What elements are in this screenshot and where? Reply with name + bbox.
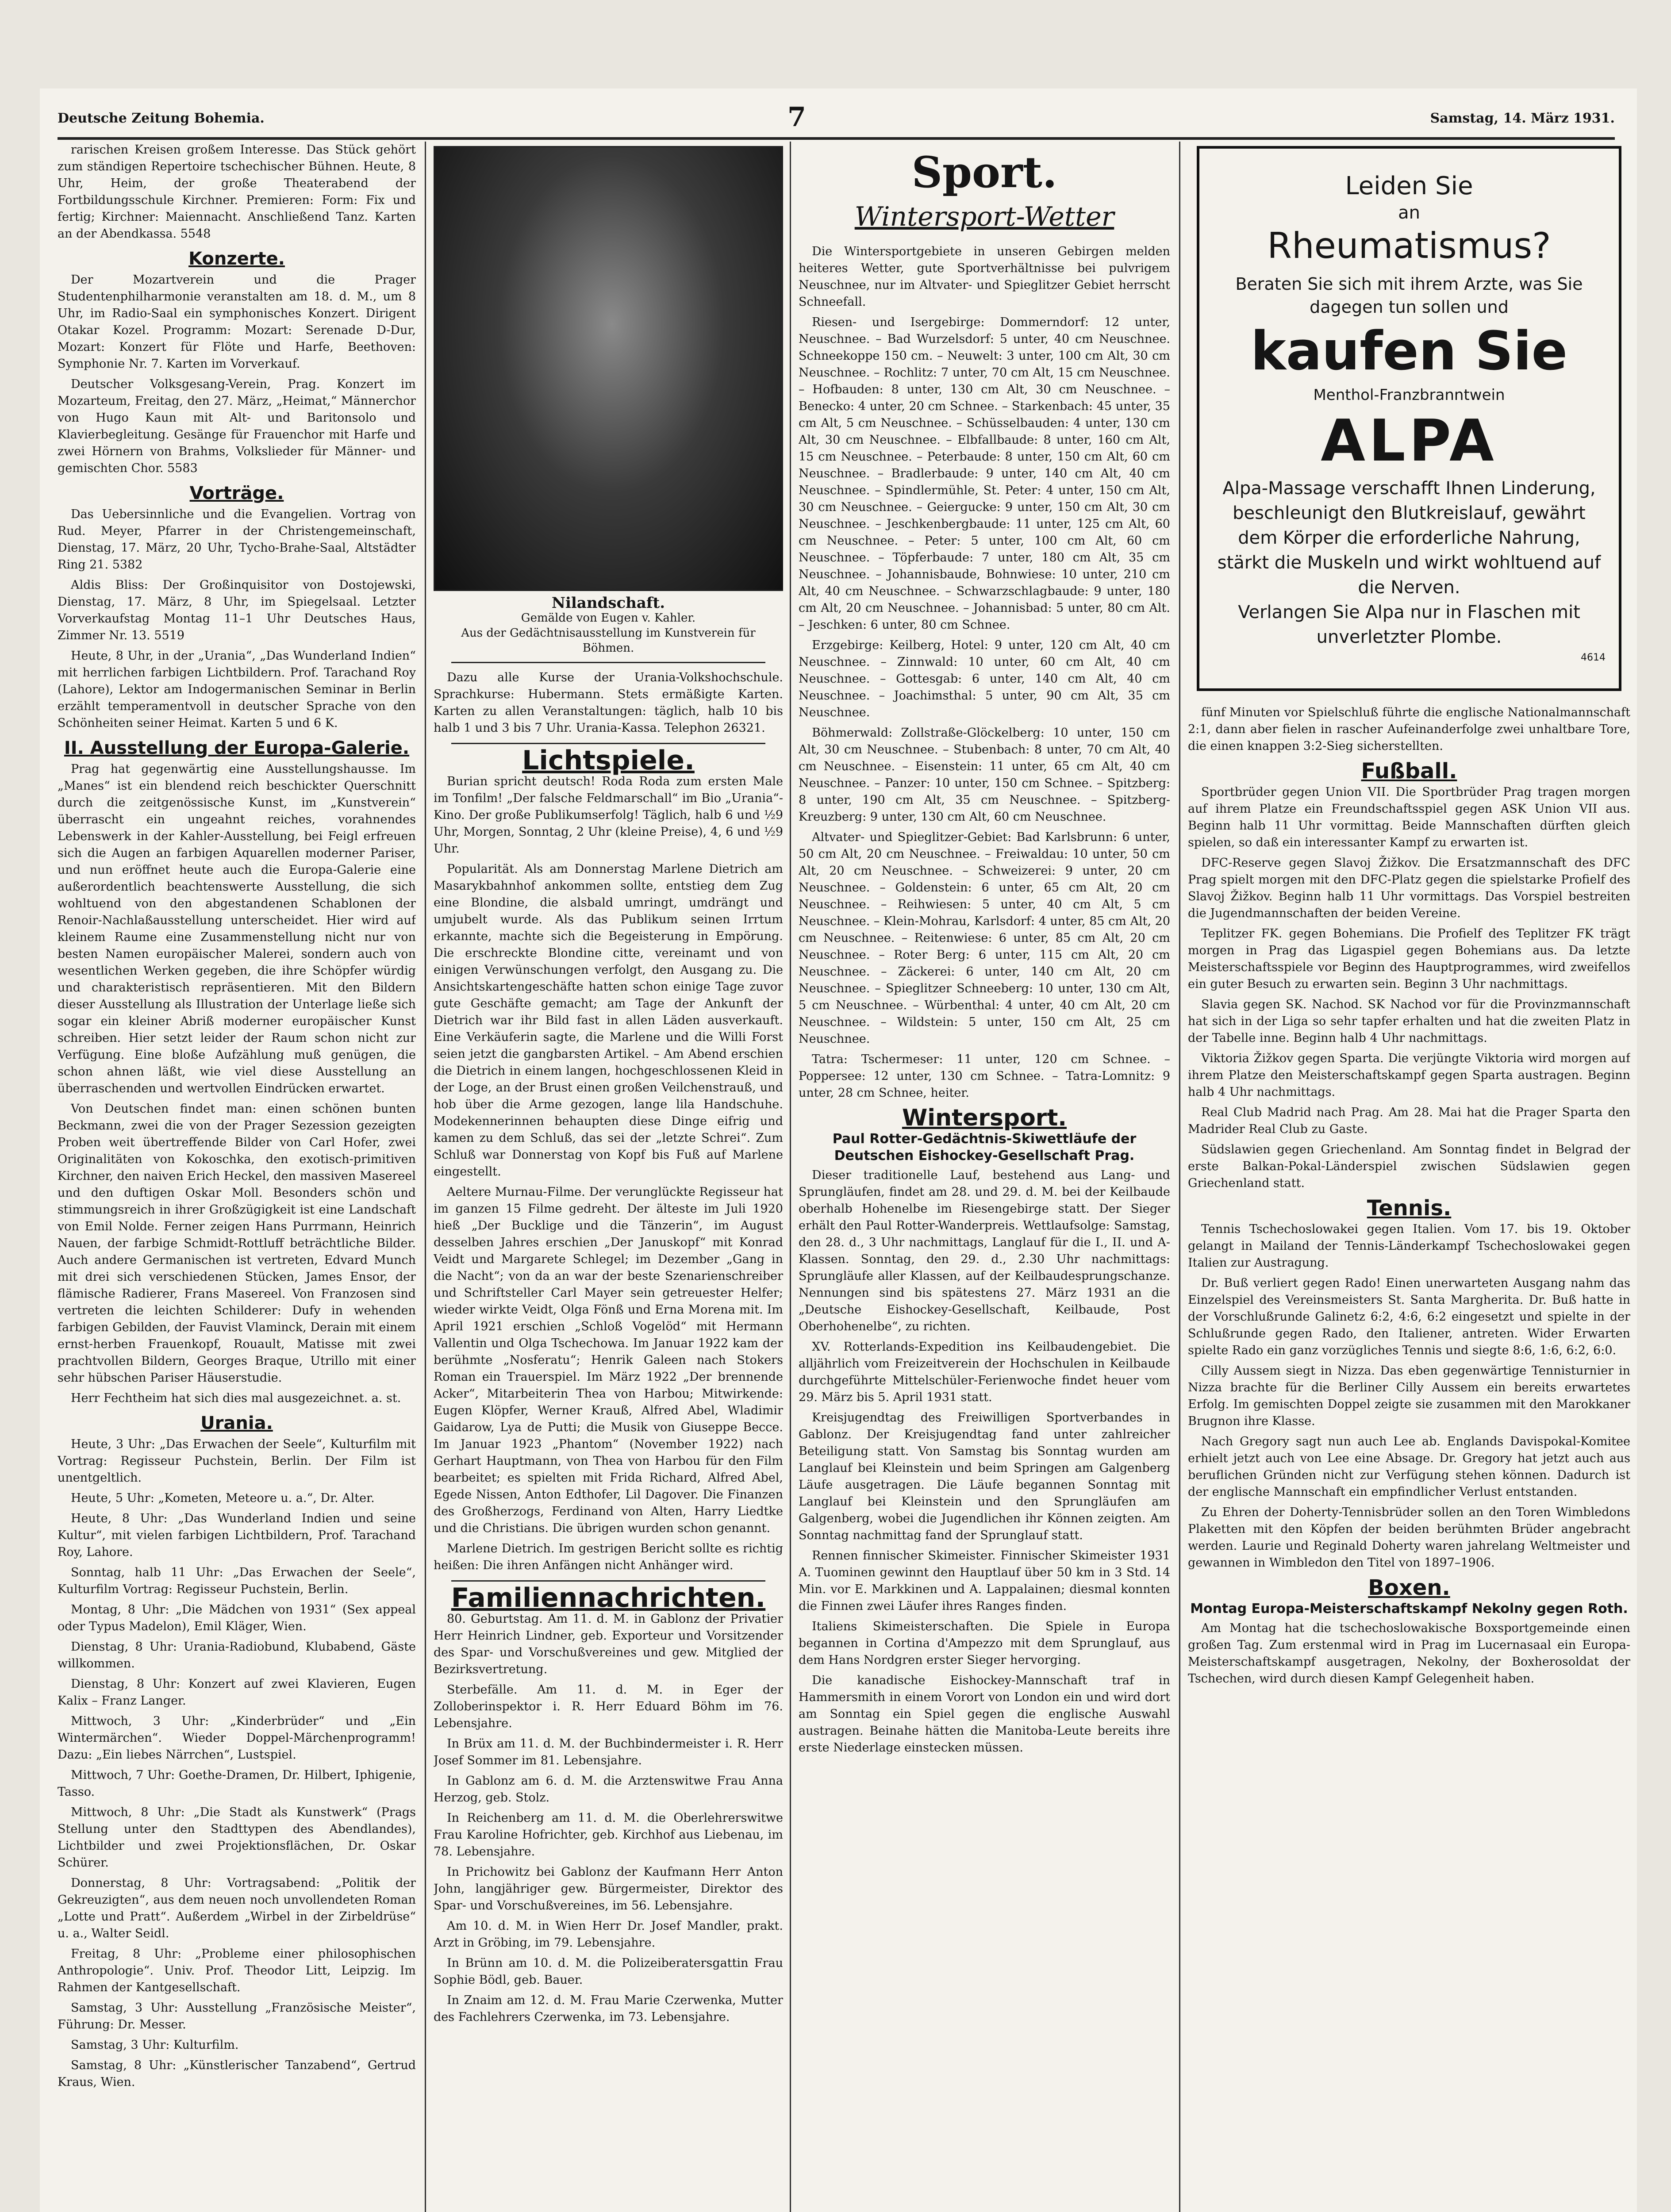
- ad-line: Rheumatismus?: [1267, 225, 1551, 266]
- section-heading-vortraege: Vorträge.: [189, 483, 284, 503]
- divider: [451, 1580, 765, 1582]
- familien-item: Am 10. d. M. in Wien Herr Dr. Josef Mandler, prakt. Arzt in Gröbing, im 79. Lebensjahre.: [434, 1919, 783, 1950]
- tennis-item: Nach Gregory sagt nun auch Lee ab. Englands Davispokal-Komitee erhielt jetzt auch von Lee eine Absage. Dr. Gregory hat jetzt auch aus beruflichen Gründen nicht zur Verfügung stehen können. Dadurch ist der englische Mannschaft ein empfindlicher Verlust entstanden.: [1188, 1435, 1630, 1499]
- familien-item: In Znaim am 12. d. M. Frau Marie Czerwenka, Mutter des Fachlehrers Czerwenka, im 73. Lebensjahre.: [434, 1993, 783, 2024]
- painting-photo: [434, 146, 783, 591]
- wintersport-paragraph: XV. Rotterlands-Expedition ins Keilbaudengebiet. Die alljährlich vom Freizeitverein der Hochschulen in Keilbaude durchgeführte Mittelschüler-Ferienwoche findet heuer vom 29. März bis 5. April 1931 statt.: [799, 1340, 1170, 1404]
- section-heading-ausstellung: II. Ausstellung der Europa-Galerie.: [64, 738, 410, 758]
- column-divider: [1179, 142, 1180, 2212]
- familien-item: In Reichenberg am 11. d. M. die Oberlehrerswitwe Frau Karoline Hofrichter, geb. Kirchhof aus Liebenau, im 78. Lebensjahre.: [434, 1811, 783, 1859]
- wintersport-paragraph: Die kanadische Eishockey-Mannschaft traf in Hammersmith in einem Vorort von London ein und wird dort am Sonntag ein Spiel gegen die englische Auswahl austragen. Beinahe hätten die Manitoba-Leute bereits ihre erste Niederlage einstecken müssen.: [799, 1674, 1170, 1755]
- familien-item: Sterbefälle. Am 11. d. M. in Eger der Zolloberinspektor i. R. Herr Eduard Böhm im 76. Lebensjahre.: [434, 1683, 783, 1730]
- wetter-paragraph: Altvater- und Spieglitzer-Gebiet: Bad Karlsbrunn: 6 unter, 50 cm Alt, 20 cm Neuschnee. – Freiwaldau: 10 unter, 50 cm Alt, 20 cm Neuschnee. – Schweizerei: 9 unter, 20 cm Neuschnee. – Goldenstein: 6 unter, 65 cm Alt, 20 cm Neuschnee. – Reihwiesen: 5 unter, 40 cm Alt, 5 cm Neuschnee. – Klein-Mohrau, Karlsdorf: 4 unter, 85 cm Alt, 20 cm Neuschnee. – Reitenwiese: 6 unter, 85 cm Alt, 20 cm Neuschnee. – Roter Berg: 6 unter, 115 cm Alt, 20 cm Neuschnee. – Zäckerei: 6 unter, 140 cm Alt, 20 cm Neuschnee. – Spieglitzer Schneeberg: 10 unter, 130 cm Alt, 5 cm Neuschnee. – Würbenthal: 4 unter, 40 cm Alt, 20 cm Neuschnee. – Wildstein: 5 unter, 150 cm Alt, 25 cm Neuschnee.: [799, 830, 1170, 1046]
- urania-item: Mittwoch, 3 Uhr: „Kinderbrüder“ und „Ein Wintermärchen“. Wieder Doppel-Märchenprogramm! Dazu: „Ein liebes Närrchen“, Lustspiel.: [58, 1714, 416, 1762]
- section-heading-konzerte: Konzerte.: [188, 249, 285, 269]
- tennis-item: Cilly Aussem siegt in Nizza. Das eben gegenwärtige Tennisturnier in Nizza brachte für die Berliner Cilly Aussem ein bereits erwartetes Erfolg. Im gemischten Doppel zeigte sie zusammen mit den Marokkaner Brugnon ihre Klasse.: [1188, 1364, 1630, 1428]
- column-2: [434, 142, 783, 2212]
- ad-line: an: [1398, 203, 1420, 223]
- urania-item: Dienstag, 8 Uhr: Konzert auf zwei Klavieren, Eugen Kalix – Franz Langer.: [58, 1677, 416, 1708]
- article-intro: rarischen Kreisen großem Interesse. Das Stück gehört zum ständigen Repertoire tschechischer Bühnen. Heute, 8 Uhr, Heim, der große Theaterabend der Fortbildungsschule Kirchner. Premieren: Form: Fix und fertig; Kirchner: Maiennacht. Anschließend Tanz. Karten an der Abendkassa. 5548: [58, 143, 416, 241]
- wintersport-paragraph: Italiens Skimeisterschaften. Die Spiele in Europa begannen in Cortina d'Ampezzo mit dem Sprunglauf, aus dem Hans Nordgren erster Sieger hervorging.: [799, 1620, 1170, 1667]
- fussball-item: Teplitzer FK. gegen Bohemians. Die Profielf des Teplitzer FK trägt morgen in Prag das Ligaspiel gegen Bohemians aus. Da letzte Meisterschaftsspiele vor Beginn des Hauptprogrammes, wird zweifellos ein guter Besuch zu erwarten sein. Beginn 3 Uhr nachmittags.: [1188, 927, 1630, 991]
- fussball-item: DFC-Reserve gegen Slavoj Žižkov. Die Ersatzmannschaft des DFC Prag spielt morgen mit den DFC-Platz gegen die spielstarke Profielf des Slavoj Žižkov. Beginn halb 11 Uhr vormittags. Das Vorspiel bestreiten die Jugendmannschaften der beiden Vereine.: [1188, 856, 1630, 920]
- wintersport-wetter-title: Wintersport-Wetter: [854, 201, 1114, 232]
- urania-item: Heute, 5 Uhr: „Kometen, Meteore u. a.“, Dr. Alter.: [71, 1491, 375, 1505]
- urania-note: Dazu alle Kurse der Urania-Volkshochschule. Sprachkurse: Hubermann. Stets ermäßigte Karten. Karten zu allen Veranstaltungen: täglich, halb 10 bis halb 1 und 3 bis 7 Uhr. Urania-Kassa. Telephon 26321.: [434, 671, 783, 735]
- urania-item: Mittwoch, 7 Uhr: Goethe-Dramen, Dr. Hilbert, Iphigenie, Tasso.: [58, 1768, 416, 1799]
- wetter-paragraph: Tatra: Tschermeser: 11 unter, 120 cm Schnee. – Poppersee: 12 unter, 130 cm Schnee. – Tatra-Lomnitz: 9 unter, 28 cm Schnee, heiter.: [799, 1052, 1170, 1100]
- ad-body: Alpa-Massage verschafft Ihnen Linderung, beschleunigt den Blutkreislauf, gewährt dem Körper die erforderliche Nahrung, stärkt die Muskeln und wirkt wohltuend auf die Nerven.: [1217, 478, 1601, 598]
- familien-item: In Gablonz am 6. d. M. die Arztenswitwe Frau Anna Herzog, geb. Stolz.: [434, 1774, 783, 1805]
- boxen-subheading: Montag Europa-Meisterschaftskampf Nekolny gegen Roth.: [1190, 1601, 1628, 1617]
- divider: [451, 662, 765, 663]
- section-heading-lichtspiele: Lichtspiele.: [522, 745, 695, 776]
- fussball-item: Sportbrüder gegen Union VII. Die Sportbrüder Prag tragen morgen auf ihrem Platze ein Freundschaftsspiel gegen ASK Union VII aus. Beginn halb 11 Uhr vormittag. Beide Mannschaften dürften gleich spielen, so daß ein interessanter Kampf zu erwarten ist.: [1188, 785, 1630, 849]
- ausstellung-signature: Herr Fechtheim hat sich dies mal ausgezeichnet. a. st.: [71, 1391, 401, 1405]
- lichtspiele-item: Marlene Dietrich. Im gestrigen Bericht sollte es richtig heißen: Die ihren Anfängen nicht Anhänger wird.: [434, 1542, 783, 1572]
- section-heading-familien: Familiennachrichten.: [451, 1582, 766, 1613]
- section-heading-fussball: Fußball.: [1361, 759, 1457, 783]
- urania-item: Heute, 3 Uhr: „Das Erwachen der Seele“, Kulturfilm mit Vortrag: Regisseur Puchstein, Berlin. Der Film ist unentgeltlich.: [58, 1437, 416, 1485]
- photo-caption-line: Gemälde von Eugen v. Kahler.: [521, 611, 696, 625]
- urania-item: Freitag, 8 Uhr: „Probleme einer philosophischen Anthropologie“. Univ. Prof. Theodor Litt, Leipzig. Im Rahmen der Kantgesellschaft.: [58, 1947, 416, 1994]
- header-page-number: 7: [787, 102, 806, 133]
- fussball-item: Slavia gegen SK. Nachod. SK Nachod vor für die Provinzmannschaft hat sich in der Liga so sehr tapfer erhalten und hat die zweiten Platz in der Tabelle inne. Beginn halb 4 Uhr nachmittags.: [1188, 998, 1630, 1045]
- urania-item: Samstag, 8 Uhr: „Künstlerischer Tanzabend“, Gertrud Kraus, Wien.: [58, 2058, 416, 2089]
- column-divider: [425, 142, 426, 2212]
- konzerte-item: Deutscher Volksgesang-Verein, Prag. Konzert im Mozarteum, Freitag, den 27. März, „Heimat,“ Männerchor von Hugo Kaun mit Alt- und Baritonsolo und Klavierbegleitung. Gesänge für Frauenchor mit Harfe und zwei Hörnern von Brahms, Volkslieder für Männer- und gemischten Chor. 5583: [58, 377, 416, 475]
- urania-item: Samstag, 3 Uhr: Kulturfilm.: [71, 2038, 239, 2052]
- urania-item: Montag, 8 Uhr: „Die Mädchen von 1931“ (Sex appeal oder Typus Madelon), Emil Kläger, Wien.: [58, 1603, 416, 1633]
- familien-item: In Prichowitz bei Gablonz der Kaufmann Herr Anton John, langjähriger gew. Bürgermeister, Direktor des Spar- und Vorschußvereines, im 56. Lebensjahre.: [434, 1865, 783, 1912]
- section-heading-boxen: Boxen.: [1368, 1575, 1450, 1600]
- ausstellung-paragraph: Von Deutschen findet man: einen schönen bunten Beckmann, zwei die von der Prager Sezession gezeigten Proben weit übertreffende Bilder von Carl Hofer, zwei Originalitäten von Kokoschka, den exotisch-primitiven Kirchner, den naiven Erich Heckel, den massiven Masereel und den duftigen Oskar Moll. Besonders schön und stimmungsreich in ihrer Großzügigkeit ist eine Landschaft von Emil Nolde. Ferner zeigen Hans Purrmann, Heinrich Nauen, der farbige Schmidt-Rottluff beträchtliche Bilder. Auch andere Germanischen ist vertreten, Edvard Munch mit drei sich verschiedenen Stücken, James Ensor, der flämische Radierer, Frans Masereel. Von Franzosen sind vertreten die leichten Schilderer: Dufy in wehenden farbigen Gebilden, der Fauvist Vlaminck, Derain mit einem ernst-herben Frauenkopf, Rouault, Matisse mit zwei prachtvollen Bildern, Georges Braque, Utrillo mit einer sehr hübschen Pariser Häuserstudie.: [58, 1102, 416, 1385]
- vortraege-item: Heute, 8 Uhr, in der „Urania“, „Das Wunderland Indien“ mit herrlichen farbigen Lichtbildern. Prof. Tarachand Roy (Lahore), Lektor am Indogermanischen Seminar in Berlin erzählt temperamentvoll in deutscher Sprache von den Schönheiten seiner Heimat. Karten 5 und 6 K.: [58, 649, 416, 730]
- familien-item: In Brünn am 10. d. M. die Polizeiberatersgattin Frau Sophie Bödl, geb. Bauer.: [434, 1956, 783, 1987]
- tennis-item: Dr. Buß verliert gegen Rado! Einen unerwarteten Ausgang nahm das Einzelspiel des Vereinsmeisters St. Santa Margherita. Dr. Buß hatte in der Vorschlußrunde Galinetz 6:2, 4:6, 6:2 eingesetzt und spielte in der Schlußrunde gegen Rado, den Italiener, antreten. Wider Erwarten spielte Rado ein ganz vorzügliches Tennis und siegte 8:6, 1:6, 6:2, 6:0.: [1188, 1276, 1630, 1357]
- wintersport-paragraph: Kreisjugendtag des Freiwilligen Sportverbandes in Gablonz. Der Kreisjugendtag fand unter zahlreicher Beteiligung statt. Von Samstag bis Sonntag wurden am Langlauf bei Kleinstein und beim Springen am Galgenberg Läufe ausgetragen. Die Läufe begannen Sonntag mit Langlauf bei Kleinstein und den Sprungläufen am Galgenberg, wobei die Jugendlichen ihr Können zeigten. Am Sonntag nachmittag fand der Sprunglauf statt.: [799, 1411, 1170, 1542]
- wetter-paragraph: Die Wintersportgebiete in unseren Gebirgen melden heiteres Wetter, gute Sportverhältnisse bei pulvrigem Neuschnee, nur im Altvater- und Spieglitzer Gebiet herrscht Schneefall.: [799, 245, 1170, 309]
- column-divider: [790, 142, 791, 2212]
- familien-item: 80. Geburtstag. Am 11. d. M. in Gablonz der Privatier Herr Heinrich Lindner, geb. Exporteur und Vorsitzender des Spar- und Vorschußvereines und gew. Mitglied der Bezirksvertretung.: [434, 1612, 783, 1676]
- wetter-paragraph: Erzgebirge: Keilberg, Hotel: 9 unter, 120 cm Alt, 40 cm Neuschnee. – Zinnwald: 10 unter, 60 cm Alt, 40 cm Neuschnee. – Gottesgab: 6 unter, 140 cm Alt, 40 cm Neuschnee. – Joachimsthal: 5 unter, 90 cm Alt, 35 cm Neuschnee.: [799, 638, 1170, 719]
- wetter-paragraph: Böhmerwald: Zollstraße-Glöckelberg: 10 unter, 150 cm Alt, 30 cm Neuschnee. – Stubenbach: 8 unter, 70 cm Alt, 40 cm Neuschnee. – Eisenstein: 11 unter, 65 cm Alt, 40 cm Neuschnee. – Panzer: 10 unter, 150 cm Schnee. – Spitzberg: 8 unter, 190 cm Alt, 35 cm Neuschnee. – Spitzberg-Kreuzberg: 9 unter, 130 cm Alt, 60 cm Neuschnee.: [799, 726, 1170, 824]
- urania-item: Mittwoch, 8 Uhr: „Die Stadt als Kunstwerk“ (Prags Stellung unter den Stadttypen des Abendlandes), Lichtbilder und zwei Projektionsflächen, Dr. Oskar Schürer.: [58, 1805, 416, 1870]
- tennis-item: Zu Ehren der Doherty-Tennisbrüder sollen an den Toren Wimbledons Plaketten mit den Köpfen der beiden berühmten Brüder angebracht werden. Laurie und Reginald Doherty waren jahrelang Weltmeister und gewannen in Wimbledon den Titel von 1897–1906.: [1188, 1505, 1630, 1570]
- ausstellung-paragraph: Prag hat gegenwärtig eine Ausstellungshausse. Im „Manes“ ist ein blendend reich beschickter Querschnitt durch die zeitgenössische Kunst, im „Kunstverein“ überrascht ein ungeahnt reiches, vorahnendes Lebenswerk in der Kahler-Ausstellung, bei Feigl erfreuen sich die Augen an farbigen Aquarellen moderner Pariser, und nun eröffnet heute auch die Europa-Galerie eine außerordentlich beachtenswerte Ausstellung, die sich wohltuend von den abgestandenen Schablonen der Renoir-Nachlaßausstellung unterscheidet. Hier wird auf kleinem Raume eine Zusammenstellung nicht nur von besten Namen europäischer Malerei, sondern auch von wesentlichen Werken gegeben, die ihre Schöpfer würdig und charakteristisch repräsentieren. Mit den Bildern dieser Ausstellung als Illustration der Unterlage ließe sich sogar ein kleiner Abriß moderner europäischer Kunst schreiben. Hier setzt leider der Raum schon nicht zur Verfügung. Eine bloße Aufzählung muß genügen, die schon ahnen läßt, wie viel diese Ausstellung an überraschenden und wertvollen Eindrücken erwartet.: [58, 762, 416, 1095]
- tennis-item: Tennis Tschechoslowakei gegen Italien. Vom 17. bis 19. Oktober gelangt in Mailand der Tennis-Länderkampf Tschechoslowakei gegen Italien zur Austragung.: [1188, 1222, 1630, 1270]
- lichtspiele-item: Aeltere Murnau-Filme. Der verunglückte Regisseur hat im ganzen 15 Filme gedreht. Der älteste im Juli 1920 hieß „Der Bucklige und die Tänzerin“, im August desselben Jahres erschien „Der Januskopf“ mit Konrad Veidt und Margarete Schlegel; im Dezember „Gang in die Nacht“; von da an war der beste Szenarienschreiber und Schriftsteller Carl Mayer sein getreuester Helfer; wieder wirkte Veidt, Olga Fönß und Erna Morena mit. Im April 1921 erschien „Schloß Vogelöd“ mit Hermann Vallentin und Olga Tschechowa. Im Januar 1922 kam der berühmte „Nosferatu“; Henrik Galeen nach Stokers Roman ein Trauerspiel. Im März 1922 „Der brennende Acker“, Mitarbeiterin Thea von Harbou; Mitwirkende: Eugen Klöpfer, Werner Krauß, Alfred Abel, Wladimir Gaidarow, Lya de Putti; die Musik von Giuseppe Becce. Im Januar 1923 „Phantom“ (November 1922) nach Gerhart Hauptmann, von Thea von Harbou für den Film bearbeitet; es spielten mit Frida Richard, Alfred Abel, Egede Nissen, Anton Edthofer, Lil Dagover. Die Finanzen des Großherzogs, Ferdinand von Alten, Harry Liedtke und die Christians. Die übrigen wurden schon genannt.: [434, 1185, 783, 1535]
- ad-headline: kaufen Sie: [1251, 321, 1567, 382]
- wetter-paragraph: Riesen- und Isergebirge: Dommerndorf: 12 unter, Neuschnee. – Bad Wurzelsdorf: 5 unter, 40 cm Neuschnee. Schneekoppe 150 cm. – Neuwelt: 3 unter, 100 cm Alt, 30 cm Neuschnee. – Rochlitz: 7 unter, 70 cm Alt, 15 cm Neuschnee. – Hofbauden: 8 unter, 130 cm Alt, 30 cm Neuschnee. – Benecko: 4 unter, 20 cm Schnee. – Starkenbach: 45 unter, 35 cm Alt, 5 cm Neuschnee. – Schüsselbauden: 4 unter, 130 cm Alt, 30 cm Neuschnee. – Elbfallbaude: 8 unter, 160 cm Alt, 15 cm Neuschnee. – Peterbaude: 8 unter, 150 cm Alt, 60 cm Neuschnee. – Bradlerbaude: 9 unter, 140 cm Alt, 40 cm Neuschnee. – Spindlermühle, St. Peter: 4 unter, 150 cm Alt, 30 cm Neuschnee. – Geiergucke: 9 unter, 150 cm Alt, 30 cm Neuschnee. – Jeschkenbergbaude: 11 unter, 125 cm Alt, 60 cm Neuschnee. – Peter: 5 unter, 100 cm Alt, 60 cm Neuschnee. – Töpferbaude: 7 unter, 180 cm Alt, 35 cm Neuschnee. – Johannisbaude, Bohnwiese: 10 unter, 210 cm Alt, 40 cm Neuschnee. – Schwarzschlagbaude: 9 unter, 180 cm Alt, 20 cm Neuschnee. – Johannisbad: 5 unter, 80 cm Alt. – Jeschken: 6 unter, 80 cm Schnee.: [799, 315, 1170, 632]
- alpa-advertisement: [1197, 146, 1621, 691]
- ad-brand: ALPA: [1321, 407, 1498, 474]
- lichtspiele-item: Burian spricht deutsch! Roda Roda zum ersten Male im Tonfilm! „Der falsche Feldmarschall“ im Bio „Urania“-Kino. Der große Publikumserfolg! Täglich, halb 6 und ½9 Uhr, Morgen, Sonntag, 2 Uhr (kleine Preise), 4, 6 und ½9 Uhr.: [434, 775, 783, 856]
- section-heading-wintersport: Wintersport.: [902, 1105, 1067, 1131]
- divider: [451, 743, 765, 744]
- wintersport-paragraph: Dieser traditionelle Lauf, bestehend aus Lang- und Sprungläufen, findet am 28. und 29. d. M. bei der Keilbaude oberhalb Hohenelbe im Riesengebirge statt. Der Sieger erhält den Paul Rotter-Wanderpreis. Wettlaufsolge: Samstag, den 28. d., 3 Uhr nachmittags, Langlauf für die I., II. und A-Klassen. Sonntag, den 29. d., 2.30 Uhr nachmittags: Sprungläufe aller Klassen, auf der Keilbaudesprungschanze. Nennungen sind bis spätestens 27. März 1931 an die „Deutsche Eishockey-Gesellschaft, Keilbaude, Post Oberhohenelbe“, zu richten.: [799, 1168, 1170, 1333]
- fussball-item: Real Club Madrid nach Prag. Am 28. Mai hat die Prager Sparta den Madrider Real Club zu Gaste.: [1188, 1106, 1630, 1136]
- page-header: [58, 97, 1615, 140]
- ad-line: Leiden Sie: [1345, 172, 1473, 200]
- urania-item: Donnerstag, 8 Uhr: Vortragsabend: „Politik der Gekreuzigten“, aus dem neuen noch unvollendeten Roman „Lotte und Pratt“. Außerdem „Wirbel in der Zirbeldrüse“ u. a., Walter Seidl.: [58, 1876, 416, 1940]
- urania-item: Samstag, 3 Uhr: Ausstellung „Französische Meister“, Führung: Dr. Messer.: [58, 2001, 416, 2032]
- header-masthead: Deutsche Zeitung Bohemia.: [58, 111, 265, 126]
- fussball-item: Südslawien gegen Griechenland. Am Sonntag findet in Belgrad der erste Balkan-Pokal-Länderspiel zwischen Südslawien gegen Griechenland statt.: [1188, 1143, 1630, 1190]
- konzerte-item: Der Mozartverein und die Prager Studentenphilharmonie veranstalten am 18. d. M., um 8 Uhr, im Radio-Saal ein symphonisches Konzert. Dirigent Otakar Kozel. Programm: Mozart: Serenade D-Dur, Mozart: Konzert für Flöte und Harfe, Beethoven: Symphonie Nr. 7. Karten im Vorverkauf.: [58, 273, 416, 371]
- column-1: [58, 142, 416, 2212]
- photo-caption-line: Aus der Gedächtnisausstellung im Kunstverein für Böhmen.: [461, 626, 756, 655]
- ad-body: Verlangen Sie Alpa nur in Flaschen mit unverletzter Plombe.: [1238, 602, 1580, 647]
- lichtspiele-item: Popularität. Als am Donnerstag Marlene Dietrich am Masarykbahnhof ankommen sollte, entstieg dem Zug eine Blondine, die alsbald umringt, umdrängt und umjubelt wurde. Als das Publikum seinen Irrtum erkannte, machte sich die Begeisterung in Empörung. Die erschreckte Blondine citte, vereinamt und von einigen Verwünschungen verfolgt, den Ausgang zu. Die Ansichtskartengeschäfte hatten schon einige Tage zuvor gute Geschäfte gemacht; am Tage der Ankunft der Dietrich war ihr Bild fast in allen Läden ausverkauft. Eine Verkäuferin sagte, die Marlene und die Willi Forst seien jetzt die gangbarsten Artikel. – Am Abend erschien die Dietrich in einem langen, hochgeschlossenen Kleid in der Loge, an der Brust einen großen Veilchenstrauß, und hob über die Arme gezogen, lange lila Handschuhe. Modekennerinnen behaupten diese Dinge eifrig und kamen zu dem Schluß, das sei der „letzte Schrei“. Zum Schluß war Donnerstag von Kopf bis Fuß auf Marlene eingestellt.: [434, 862, 783, 1179]
- column-3: [799, 142, 1170, 2212]
- ad-line: Menthol-Franzbranntwein: [1313, 386, 1505, 404]
- vortraege-item: Das Uebersinnliche und die Evangelien. Vortrag von Rud. Meyer, Pfarrer in der Christengemeinschaft, Dienstag, 17. März, 20 Uhr, Tycho-Brahe-Saal, Altstädter Ring 21. 5382: [58, 507, 416, 572]
- vortraege-item: Aldis Bliss: Der Großinquisitor von Dostojewski, Dienstag, 17. März, 8 Uhr, im Spiegelsaal. Letzter Vorverkaufstag Montag 11–1 Uhr Deutsches Haus, Zimmer Nr. 13. 5519: [58, 578, 416, 642]
- boxen-paragraph: Am Montag hat die tschechoslowakische Boxsportgemeinde einen großen Tag. Zum erstenmal wird in Prag im Lucernasaal ein Europa-Meisterschaftskampf ausgetragen, Nekolny, der Boxherosoldat der Tschechen, wird durch diesen Kampf Gelegenheit haben.: [1188, 1621, 1630, 1686]
- urania-item: Sonntag, halb 11 Uhr: „Das Erwachen der Seele“, Kulturfilm Vortrag: Regisseur Puchstein, Berlin.: [58, 1566, 416, 1596]
- wintersport-subheading: Paul Rotter-Gedächtnis-Skiwettläufe der Deutschen Eishockey-Gesellschaft Prag.: [832, 1131, 1137, 1164]
- urania-item: Dienstag, 8 Uhr: Urania-Radiobund, Klubabend, Gäste willkommen.: [58, 1640, 416, 1671]
- article-intro: fünf Minuten vor Spielschluß führte die englische Nationalmannschaft 2:1, dann aber fielen in rascher Aufeinanderfolge zwei unhaltbare Tore, die einen knappen 3:2-Sieg sicherstellten.: [1188, 706, 1630, 753]
- ad-code: 4614: [1581, 652, 1606, 663]
- section-heading-urania: Urania.: [200, 1413, 273, 1433]
- sport-title: Sport.: [911, 147, 1057, 197]
- section-heading-tennis: Tennis.: [1367, 1196, 1452, 1221]
- ad-line: Beraten Sie sich mit ihrem Arzte, was Sie dagegen tun sollen und: [1235, 274, 1583, 317]
- urania-item: Heute, 8 Uhr: „Das Wunderland Indien und seine Kultur“, mit vielen farbigen Lichtbildern, Prof. Tarachand Roy, Lahore.: [58, 1512, 416, 1559]
- header-date: Samstag, 14. März 1931.: [1430, 111, 1615, 126]
- photo-caption-title: Nilandschaft.: [551, 594, 665, 612]
- column-4: [1188, 142, 1630, 2212]
- wintersport-paragraph: Rennen finnischer Skimeister. Finnischer Skimeister 1931 A. Tuominen gewinnt den Hauptlauf über 50 km in 3 Std. 14 Min. vor E. Markkinen und A. Lappalainen; diesmal konnten die Finnen zwei Läufer ihres Ranges finden.: [799, 1549, 1170, 1613]
- familien-item: In Brüx am 11. d. M. der Buchbindermeister i. R. Herr Josef Sommer im 81. Lebensjahre.: [434, 1737, 783, 1767]
- fussball-item: Viktoria Žižkov gegen Sparta. Die verjüngte Viktoria wird morgen auf ihrem Platze den Meisterschaftskampf gegen Sparta austragen. Beginn halb 4 Uhr nachmittags.: [1188, 1052, 1630, 1099]
